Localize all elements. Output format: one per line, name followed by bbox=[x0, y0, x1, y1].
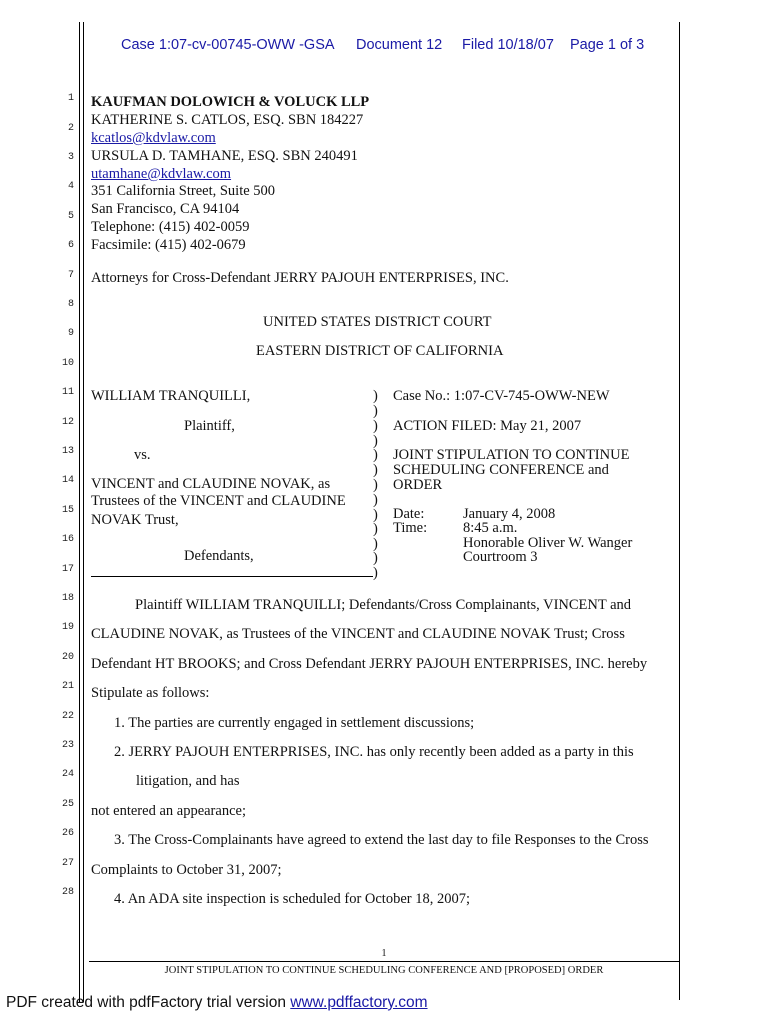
line-number: 20 bbox=[61, 652, 74, 663]
line-number: 9 bbox=[67, 328, 74, 339]
defendants-label: Defendants, bbox=[184, 548, 254, 564]
caption-paren: ) bbox=[373, 492, 378, 508]
line-number: 25 bbox=[61, 799, 74, 810]
document-title-line-2: SCHEDULING CONFERENCE and bbox=[393, 462, 609, 478]
body-line: Plaintiff WILLIAM TRANQUILLI; Defendants/Cross Complainants, VINCENT and bbox=[135, 597, 632, 613]
body-line: Stipulate as follows: bbox=[91, 685, 210, 701]
line-number: 4 bbox=[67, 181, 74, 192]
caption-paren: ) bbox=[373, 521, 378, 537]
judge-name: Honorable Oliver W. Wanger bbox=[463, 535, 633, 551]
left-margin-rule-outer bbox=[79, 22, 80, 1002]
footer-title: JOINT STIPULATION TO CONTINUE SCHEDULING CONFERENCE AND [PROPOSED] ORDER bbox=[164, 965, 604, 976]
defendants-line-3: NOVAK Trust, bbox=[91, 512, 179, 528]
attorney-1: KATHERINE S. CATLOS, ESQ. SBN 184227 bbox=[91, 112, 364, 128]
hearing-date-label: Date: bbox=[393, 506, 425, 522]
line-number: 8 bbox=[67, 299, 74, 310]
stipulation-item-1: 1. The parties are currently engaged in settlement discussions; bbox=[114, 715, 475, 731]
court-district: EASTERN DISTRICT OF CALIFORNIA bbox=[256, 343, 504, 359]
line-number: 3 bbox=[67, 152, 74, 163]
body-line: CLAUDINE NOVAK, as Trustees of the VINCENT and CLAUDINE NOVAK Trust; Cross bbox=[91, 626, 625, 642]
plaintiff-label: Plaintiff, bbox=[184, 418, 235, 434]
hearing-time-label: Time: bbox=[393, 520, 428, 536]
line-number: 22 bbox=[61, 711, 74, 722]
line-number: 18 bbox=[61, 593, 74, 604]
pdf-watermark bbox=[6, 994, 428, 1012]
court-name: UNITED STATES DISTRICT COURT bbox=[263, 314, 492, 330]
hearing-time: 8:45 a.m. bbox=[463, 520, 518, 536]
case-number-header: Case 1:07-cv-00745-OWW -GSA bbox=[121, 37, 335, 53]
line-number: 1 bbox=[67, 93, 74, 104]
pdffactory-link[interactable]: www.pdffactory.com bbox=[290, 994, 428, 1011]
address-line-1: 351 California Street, Suite 500 bbox=[91, 183, 276, 199]
page-count-header: Page 1 of 3 bbox=[570, 37, 645, 53]
line-number: 26 bbox=[61, 828, 74, 839]
line-number: 23 bbox=[61, 740, 74, 751]
line-number: 12 bbox=[61, 417, 74, 428]
defendants-line-2: Trustees of the VINCENT and CLAUDINE bbox=[91, 493, 346, 509]
line-number: 2 bbox=[67, 123, 74, 134]
line-number: 16 bbox=[61, 534, 74, 545]
facsimile: Facsimile: (415) 402-0679 bbox=[91, 237, 246, 253]
caption-paren: ) bbox=[373, 462, 378, 478]
attorney-2: URSULA D. TAMHANE, ESQ. SBN 240491 bbox=[91, 148, 358, 164]
line-number: 28 bbox=[61, 887, 74, 898]
line-number: 13 bbox=[61, 446, 74, 457]
body-line: not entered an appearance; bbox=[91, 803, 246, 819]
caption-paren: ) bbox=[373, 565, 378, 581]
versus: vs. bbox=[134, 447, 151, 463]
plaintiff-name: WILLIAM TRANQUILLI, bbox=[91, 388, 251, 404]
action-filed: ACTION FILED: May 21, 2007 bbox=[393, 418, 582, 434]
caption-paren: ) bbox=[373, 536, 378, 552]
caption-paren: ) bbox=[373, 388, 378, 404]
document-title-line-1: JOINT STIPULATION TO CONTINUE bbox=[393, 447, 630, 463]
attorneys-for: Attorneys for Cross-Defendant JERRY PAJOUH ENTERPRISES, INC. bbox=[91, 270, 509, 286]
caption-paren: ) bbox=[373, 418, 378, 434]
caption-paren: ) bbox=[373, 507, 378, 523]
caption-paren: ) bbox=[373, 403, 378, 419]
line-number: 19 bbox=[61, 622, 74, 633]
line-number: 21 bbox=[61, 681, 74, 692]
attorney-1-email-link[interactable]: kcatlos@kdvlaw.com bbox=[91, 130, 216, 146]
body-line: Complaints to October 31, 2007; bbox=[91, 862, 282, 878]
document-number-header: Document 12 bbox=[356, 37, 443, 53]
footer-rule bbox=[89, 961, 679, 962]
line-number: 14 bbox=[61, 475, 74, 486]
courtroom: Courtroom 3 bbox=[463, 549, 538, 565]
right-margin-rule bbox=[679, 22, 680, 1000]
firm-name: KAUFMAN DOLOWICH & VOLUCK LLP bbox=[91, 94, 370, 110]
page-number: 1 bbox=[381, 948, 387, 959]
address-line-2: San Francisco, CA 94104 bbox=[91, 201, 240, 217]
hearing-date: January 4, 2008 bbox=[463, 506, 556, 522]
caption-paren: ) bbox=[373, 477, 378, 493]
caption-underline bbox=[91, 576, 373, 577]
line-number: 7 bbox=[67, 270, 74, 281]
defendants-line-1: VINCENT and CLAUDINE NOVAK, as bbox=[91, 476, 331, 492]
body-line: litigation, and has bbox=[136, 773, 240, 789]
caption-paren: ) bbox=[373, 550, 378, 566]
line-number: 27 bbox=[61, 858, 74, 869]
body-line: Defendant HT BROOKS; and Cross Defendant JERRY PAJOUH ENTERPRISES, INC. hereby bbox=[91, 656, 648, 672]
line-number: 11 bbox=[61, 387, 74, 398]
telephone: Telephone: (415) 402-0059 bbox=[91, 219, 250, 235]
line-number: 17 bbox=[61, 564, 74, 575]
case-number: Case No.: 1:07-CV-745-OWW-NEW bbox=[393, 388, 610, 404]
stipulation-item-2: 2. JERRY PAJOUH ENTERPRISES, INC. has only recently been added as a party in this bbox=[114, 744, 634, 760]
document-title-line-3: ORDER bbox=[393, 477, 443, 493]
caption-paren: ) bbox=[373, 447, 378, 463]
line-number: 6 bbox=[67, 240, 74, 251]
left-margin-rule-inner bbox=[83, 22, 84, 1002]
watermark-text: PDF created with pdfFactory trial version bbox=[6, 994, 291, 1011]
attorney-2-email-link[interactable]: utamhane@kdvlaw.com bbox=[91, 166, 232, 182]
line-number: 15 bbox=[61, 505, 74, 516]
line-number: 5 bbox=[67, 211, 74, 222]
filed-date-header: Filed 10/18/07 bbox=[462, 37, 554, 53]
stipulation-item-4: 4. An ADA site inspection is scheduled for October 18, 2007; bbox=[114, 891, 471, 907]
line-number: 24 bbox=[61, 769, 74, 780]
caption-paren: ) bbox=[373, 433, 378, 449]
stipulation-item-3: 3. The Cross-Complainants have agreed to extend the last day to file Responses to the Cross bbox=[114, 832, 649, 848]
line-number: 10 bbox=[61, 358, 74, 369]
